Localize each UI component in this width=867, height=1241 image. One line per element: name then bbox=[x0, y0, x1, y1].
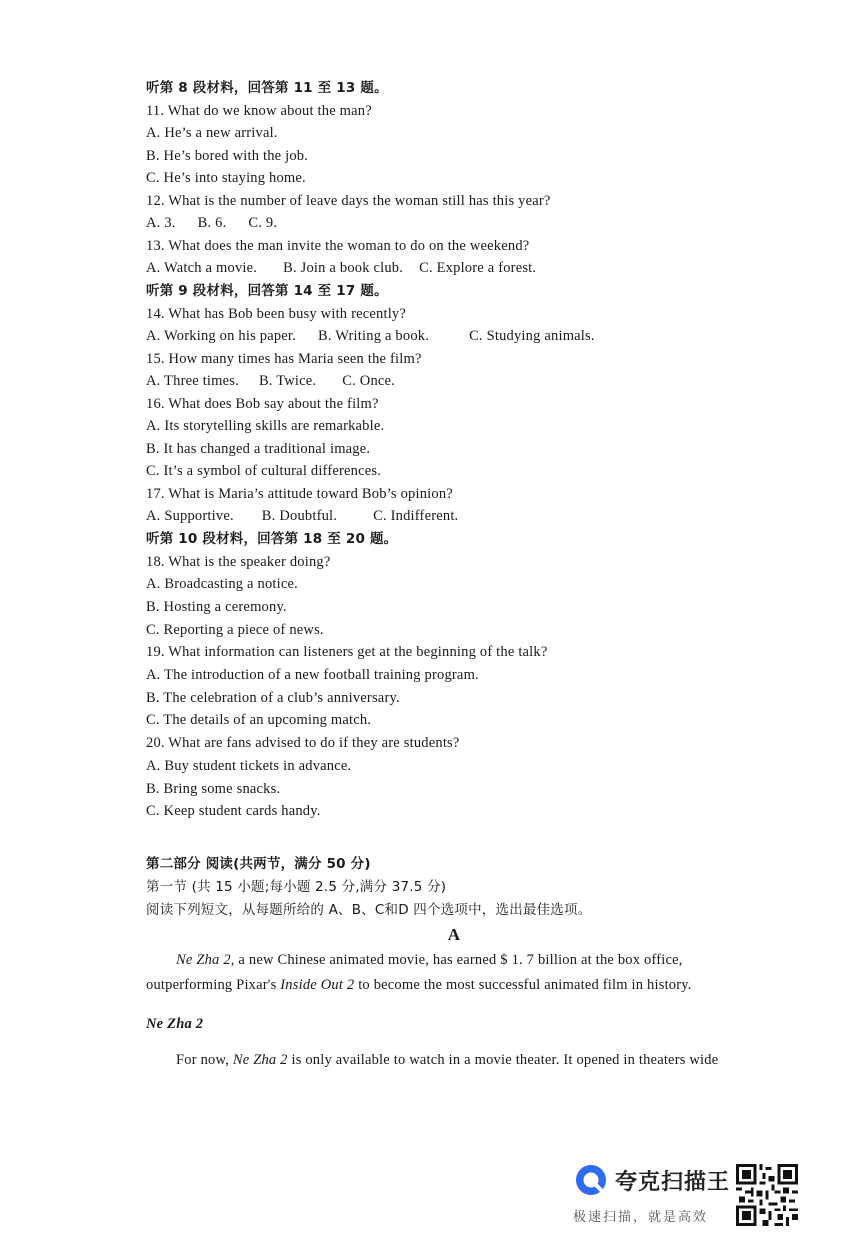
option-16b: B. It has changed a traditional image. bbox=[146, 441, 371, 457]
logo-slogan: 极速扫描，就是高效 bbox=[573, 1210, 709, 1225]
option-18c: C. Reporting a piece of news. bbox=[146, 622, 324, 638]
para3-pre: For now, bbox=[176, 1052, 233, 1068]
part2-instruction: 阅读下列短文，从每题所给的 A、B、C和D 四个选项中，选出最佳选项。 bbox=[146, 902, 592, 918]
question-13: 13. What does the man invite the woman to do on the weekend? bbox=[146, 238, 530, 254]
option-14a: A. Working on his paper. bbox=[146, 328, 296, 344]
option-20a: A. Buy student tickets in advance. bbox=[146, 758, 352, 774]
passage-para2 bbox=[146, 976, 692, 994]
option-11a: A. He’s a new arrival. bbox=[146, 125, 278, 141]
question-20: 20. What are fans advised to do if they are students? bbox=[146, 735, 460, 751]
question-15: 15. How many times has Maria seen the film? bbox=[146, 351, 422, 367]
option-13a: A. Watch a movie. bbox=[146, 260, 258, 276]
para2-pre: outperforming Pixar's bbox=[146, 977, 281, 993]
para1-title: Ne Zha 2 bbox=[176, 952, 231, 968]
option-19b: B. The celebration of a club’s anniversary. bbox=[146, 690, 400, 706]
option-12a: A. 3. bbox=[146, 215, 176, 231]
part2-title: 第二部分 阅读(共两节，满分 50 分) bbox=[146, 856, 371, 872]
options-17 bbox=[146, 507, 458, 525]
option-20b: B. Bring some snacks. bbox=[146, 781, 281, 797]
option-16c: C. It’s a symbol of cultural differences. bbox=[146, 463, 382, 479]
para2-title: Inside Out 2 bbox=[280, 977, 355, 993]
question-16: 16. What does Bob say about the film? bbox=[146, 396, 379, 412]
option-19c: C. The details of an upcoming match. bbox=[146, 712, 372, 728]
section-heading-10: 听第 10 段材料，回答第 18 至 20 题。 bbox=[146, 531, 398, 547]
options-12 bbox=[146, 214, 277, 232]
option-18a: A. Broadcasting a notice. bbox=[146, 576, 298, 592]
option-17c: C. Indifferent. bbox=[373, 508, 459, 524]
qr-code-icon bbox=[734, 1164, 800, 1226]
part2-section1: 第一节 (共 15 小题;每小题 2.5 分,满分 37.5 分) bbox=[146, 879, 447, 895]
options-14 bbox=[146, 327, 595, 345]
quark-logo-icon bbox=[573, 1162, 609, 1198]
passage-letter: A bbox=[447, 925, 461, 944]
passage-subheading: Ne Zha 2 bbox=[146, 1016, 204, 1032]
option-18b: B. Hosting a ceremony. bbox=[146, 599, 287, 615]
option-12b: B. 6. bbox=[197, 215, 227, 231]
para1-rest: , a new Chinese animated movie, has earned $ 1. 7 billion at the box office, bbox=[230, 952, 683, 968]
logo-name: 夸克扫描王 bbox=[615, 1170, 731, 1195]
option-13b: B. Join a book club. bbox=[283, 260, 404, 276]
option-15a: A. Three times. bbox=[146, 373, 239, 389]
option-17b: B. Doubtful. bbox=[261, 508, 338, 524]
option-19a: A. The introduction of a new football training program. bbox=[146, 667, 479, 683]
option-14b: B. Writing a book. bbox=[317, 328, 430, 344]
option-14c: C. Studying animals. bbox=[469, 328, 595, 344]
option-13c: C. Explore a forest. bbox=[419, 260, 537, 276]
question-17: 17. What is Maria’s attitude toward Bob’s opinion? bbox=[146, 486, 453, 502]
para3-title: Ne Zha 2 bbox=[232, 1052, 288, 1068]
option-11b: B. He’s bored with the job. bbox=[146, 148, 309, 164]
para2-post: to become the most successful animated film in history. bbox=[354, 977, 692, 993]
question-12: 12. What is the number of leave days the woman still has this year? bbox=[146, 193, 551, 209]
question-19: 19. What information can listeners get at the beginning of the talk? bbox=[146, 644, 548, 660]
option-20c: C. Keep student cards handy. bbox=[146, 803, 321, 819]
option-15c: C. Once. bbox=[342, 373, 395, 389]
section-heading-8: 听第 8 段材料，回答第 11 至 13 题。 bbox=[146, 80, 388, 96]
option-16a: A. Its storytelling skills are remarkable. bbox=[146, 418, 385, 434]
option-12c: C. 9. bbox=[248, 215, 278, 231]
option-17a: A. Supportive. bbox=[146, 508, 234, 524]
question-11: 11. What do we know about the man? bbox=[146, 103, 372, 119]
passage-para1 bbox=[176, 951, 683, 969]
para3-post: is only available to watch in a movie theater. It opened in theaters wide bbox=[287, 1052, 719, 1068]
options-15 bbox=[146, 372, 395, 390]
question-14: 14. What has Bob been busy with recently? bbox=[146, 306, 407, 322]
question-18: 18. What is the speaker doing? bbox=[146, 554, 331, 570]
section-heading-9: 听第 9 段材料，回答第 14 至 17 题。 bbox=[146, 283, 388, 299]
passage-para3 bbox=[176, 1051, 718, 1069]
option-15b: B. Twice. bbox=[258, 373, 317, 389]
option-11c: C. He’s into staying home. bbox=[146, 170, 306, 186]
options-13 bbox=[146, 259, 536, 277]
scanner-watermark bbox=[573, 1162, 733, 1226]
